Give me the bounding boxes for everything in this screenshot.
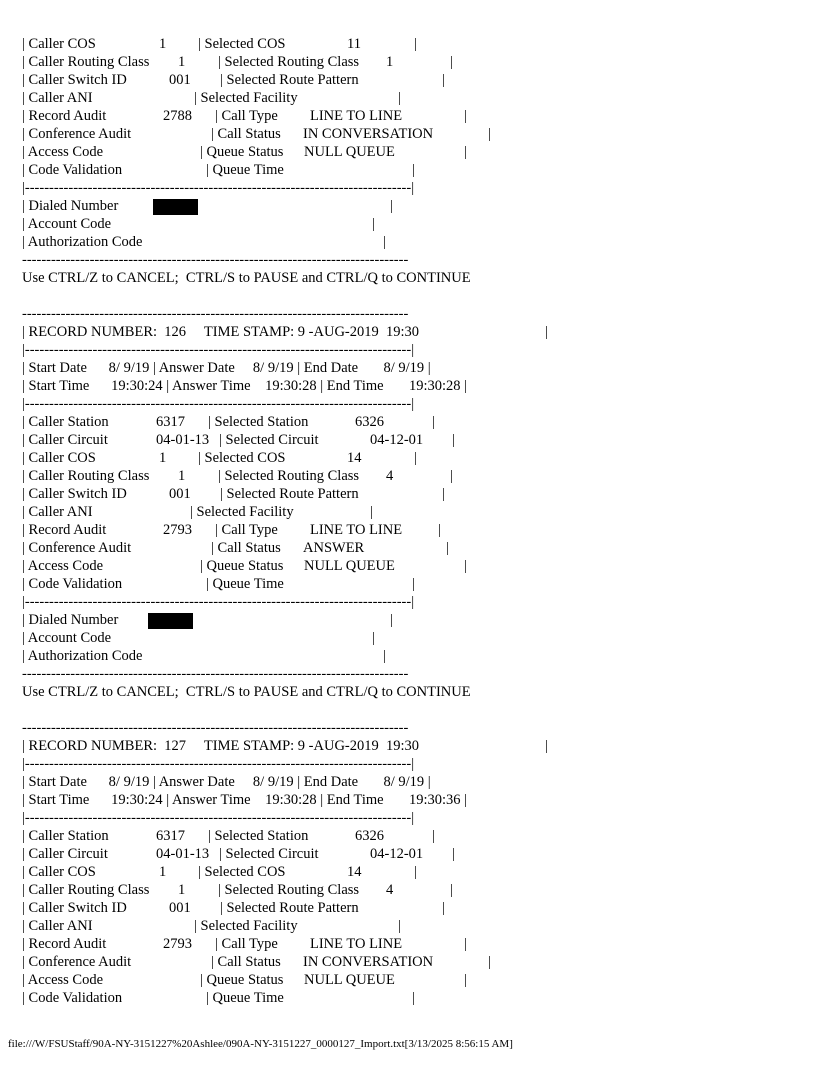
field-row: | Caller Switch ID 001 | Selected Route Pattern |: [22, 900, 445, 916]
record-header: | RECORD NUMBER: 127 TIME STAMP: 9 -AUG-2019 19:30 |: [22, 738, 548, 754]
separator: |--------------------------------------------------------------------------------|: [22, 594, 415, 610]
record-127: [22, 719, 802, 1007]
date-row: | Start Date 8/ 9/19 | Answer Date 8/ 9/19 | End Date 8/ 9/19 |: [22, 360, 431, 376]
field-row: | Caller ANI | Selected Facility |: [22, 90, 401, 106]
field-row: | Access Code | Queue Status NULL QUEUE |: [22, 972, 467, 988]
field-row: | Code Validation | Queue Time |: [22, 162, 415, 178]
date-row: | Start Date 8/ 9/19 | Answer Date 8/ 9/19 | End Date 8/ 9/19 |: [22, 774, 431, 790]
field-row: | Caller Switch ID 001 | Selected Route Pattern |: [22, 72, 445, 88]
field-row: | Caller Circuit 04-01-13 | Selected Circuit 04-12-01 |: [22, 432, 455, 448]
continue-prompt: Use CTRL/Z to CANCEL; CTRL/S to PAUSE and CTRL/Q to CONTINUE: [22, 684, 471, 700]
time-row: | Start Time 19:30:24 | Answer Time 19:30:28 | End Time 19:30:28 |: [22, 378, 468, 394]
field-row: | Record Audit 2788 | Call Type LINE TO LINE |: [22, 108, 467, 124]
separator: |--------------------------------------------------------------------------------|: [22, 342, 415, 358]
field-row: | Caller Switch ID 001 | Selected Route Pattern |: [22, 486, 445, 502]
field-row: | Conference Audit | Call Status IN CONVERSATION |: [22, 126, 491, 142]
field-row: | Code Validation | Queue Time |: [22, 576, 415, 592]
record-126: [22, 305, 802, 719]
field-row: | Caller COS 1 | Selected COS 14 |: [22, 864, 417, 880]
separator: --------------------------------------------------------------------------------: [22, 666, 409, 682]
field-row: | Caller ANI | Selected Facility |: [22, 918, 401, 934]
continue-prompt: Use CTRL/Z to CANCEL; CTRL/S to PAUSE and CTRL/Q to CONTINUE: [22, 270, 471, 286]
separator: |--------------------------------------------------------------------------------|: [22, 180, 415, 196]
separator: |--------------------------------------------------------------------------------|: [22, 810, 415, 826]
record-partial: [22, 35, 802, 305]
redaction-box: [153, 199, 198, 215]
field-row: | Caller Circuit 04-01-13 | Selected Circuit 04-12-01 |: [22, 846, 455, 862]
record-header: | RECORD NUMBER: 126 TIME STAMP: 9 -AUG-2019 19:30 |: [22, 324, 548, 340]
time-row: | Start Time 19:30:24 | Answer Time 19:30:28 | End Time 19:30:36 |: [22, 792, 468, 808]
separator: --------------------------------------------------------------------------------: [22, 306, 409, 322]
field-row: | Caller Routing Class 1 | Selected Routing Class 4 |: [22, 468, 453, 484]
field-row: | Caller COS 1 | Selected COS 11 |: [22, 36, 417, 52]
dialed-number-row: | Dialed Number |: [22, 198, 393, 214]
redaction-box: [148, 613, 193, 629]
separator: --------------------------------------------------------------------------------: [22, 720, 409, 736]
field-row: | Caller ANI | Selected Facility |: [22, 504, 373, 520]
document-body: [22, 35, 802, 1007]
separator: --------------------------------------------------------------------------------: [22, 252, 409, 268]
field-row: | Caller COS 1 | Selected COS 14 |: [22, 450, 417, 466]
authorization-code-row: | Authorization Code |: [22, 648, 386, 664]
account-code-row: | Account Code |: [22, 216, 375, 232]
field-row: | Caller Station 6317 | Selected Station 6326 |: [22, 828, 435, 844]
authorization-code-row: | Authorization Code |: [22, 234, 386, 250]
separator: |--------------------------------------------------------------------------------|: [22, 756, 415, 772]
field-row: | Record Audit 2793 | Call Type LINE TO LINE |: [22, 936, 467, 952]
field-row: | Access Code | Queue Status NULL QUEUE |: [22, 144, 467, 160]
field-row: | Conference Audit | Call Status IN CONVERSATION |: [22, 954, 491, 970]
field-row: | Record Audit 2793 | Call Type LINE TO LINE |: [22, 522, 441, 538]
field-row: | Conference Audit | Call Status ANSWER |: [22, 540, 449, 556]
file-path-footer: file:///W/FSUStaff/90A-NY-3151227%20Ashlee/090A-NY-3151227_0000127_Import.txt[3/13/2025 8:56:15 AM]: [8, 1038, 513, 1050]
field-row: | Access Code | Queue Status NULL QUEUE |: [22, 558, 467, 574]
field-row: | Caller Routing Class 1 | Selected Routing Class 4 |: [22, 882, 453, 898]
field-row: | Caller Station 6317 | Selected Station 6326 |: [22, 414, 435, 430]
dialed-number-row: | Dialed Number |: [22, 612, 393, 628]
account-code-row: | Account Code |: [22, 630, 375, 646]
field-row: | Caller Routing Class 1 | Selected Routing Class 1 |: [22, 54, 453, 70]
field-row: | Code Validation | Queue Time |: [22, 990, 415, 1006]
separator: |--------------------------------------------------------------------------------|: [22, 396, 415, 412]
